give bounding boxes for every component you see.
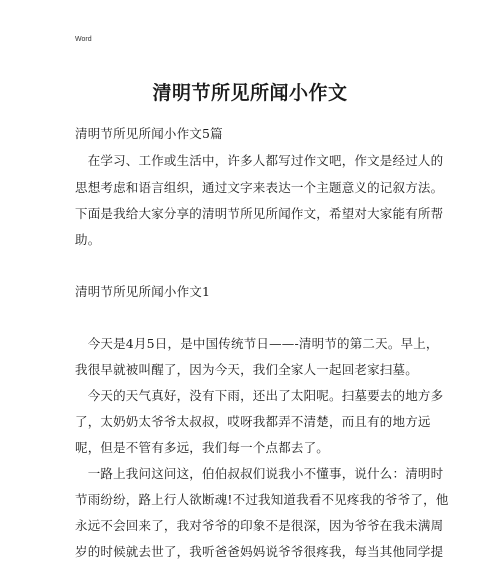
body-line: 了，太奶奶太爷爷太叔叔，哎呀我都弄不清楚，而且有的地方远 xyxy=(75,414,431,429)
section-heading: 清明节所见所闻小作文1 xyxy=(75,284,211,299)
document-subtitle: 清明节所见所闻小作文5篇 xyxy=(75,126,223,141)
body-line: 永远不会回来了，我对爷爷的印象不是很深，因为爷爷在我未满周 xyxy=(75,518,444,533)
intro-line: 思想考虑和语言组织，通过文字来表达一个主题意义的记叙方法。 xyxy=(75,180,444,195)
body-line: 一路上我问这问这，伯伯叔叔们说我小不懂事，说什么：清明时 xyxy=(75,466,444,481)
document-title: 清明节所见所闻小作文 xyxy=(152,82,348,104)
intro-line: 在学习、工作或生活中，许多人都写过作文吧，作文是经过人的 xyxy=(75,153,444,168)
body-line: 我很早就被叫醒了，因为今天，我们全家人一起回老家扫墓。 xyxy=(75,362,418,377)
body-line: 呢，但是不管有多远，我们每一个点都去了。 xyxy=(75,440,330,455)
body-line: 岁的时候就去世了，我听爸爸妈妈说爷爷很疼我，每当其他同学提 xyxy=(75,544,444,559)
intro-line: 下面是我给大家分享的清明节所见所闻作文，希望对大家能有所帮 xyxy=(75,206,444,221)
body-line: 节雨纷纷，路上行人欲断魂!不过我知道我看不见疼我的爷爷了，他 xyxy=(75,492,449,507)
body-line: 今天的天气真好，没有下雨，还出了太阳呢。扫墓要去的地方多 xyxy=(75,388,444,403)
body-line: 今天是4月5日，是中国传统节日——-清明节的第二天。早上， xyxy=(75,336,439,351)
intro-line: 助。 xyxy=(75,232,101,247)
header-app-label: Word xyxy=(75,36,92,43)
